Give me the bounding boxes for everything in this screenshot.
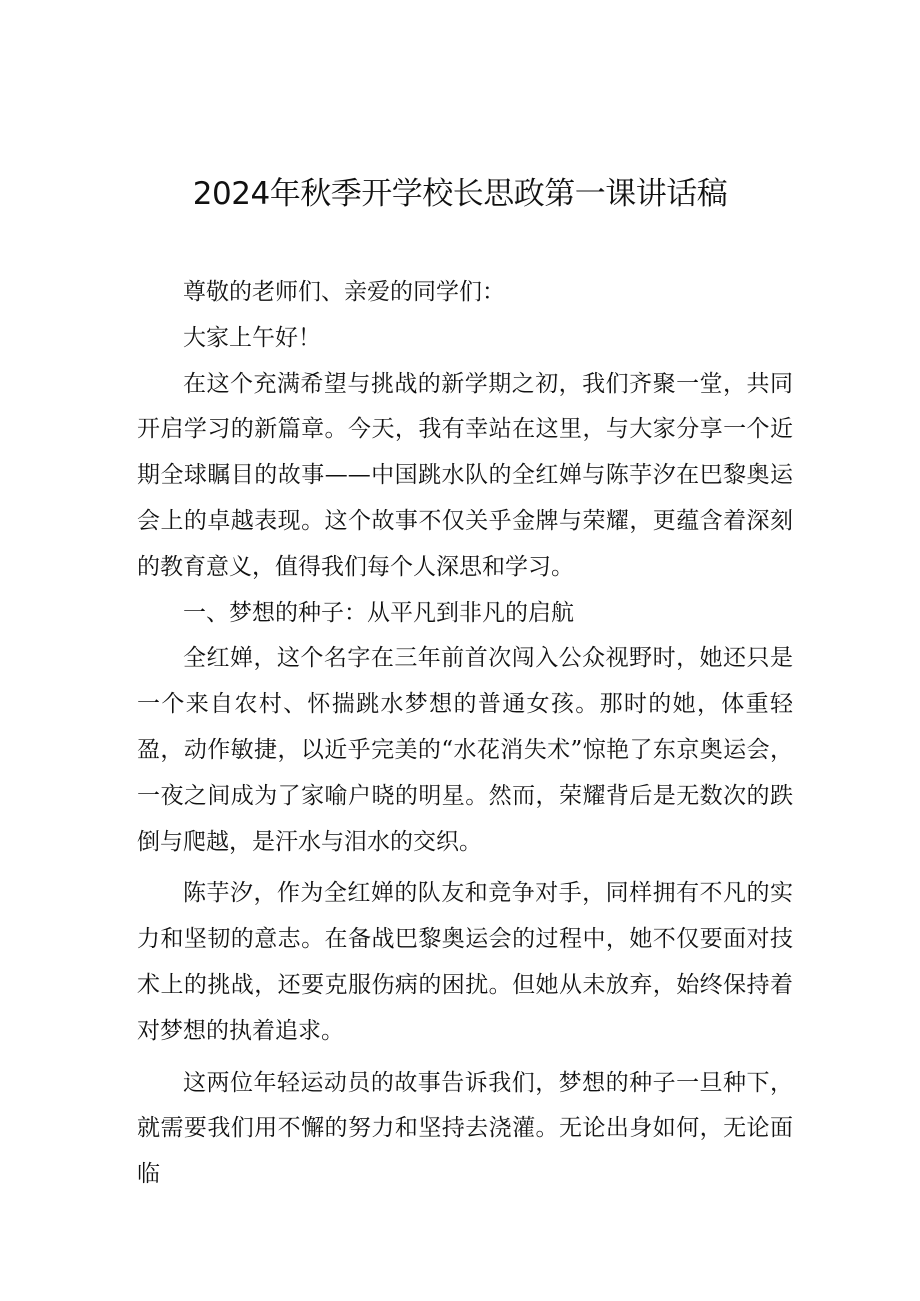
section-heading: 一、梦想的种子：从平凡到非凡的启航 xyxy=(183,599,574,626)
greeting: 大家上午好！ xyxy=(183,324,321,351)
paragraph-dream-seed: 这两位年轻运动员的故事告诉我们，梦想的种子一旦种下，就需要我们用不懈的努力和坚持去浇灌。无论出身如何，无论面临 xyxy=(137,1069,793,1188)
salutation: 尊敬的老师们、亲爱的同学们： xyxy=(183,279,505,305)
document-title: 2024年秋季开学校长思政第一课讲话稿 xyxy=(192,176,728,212)
intro-paragraph: 在这个充满希望与挑战的新学期之初，我们齐聚一堂，共同开启学习的新篇章。今天，我有幸站在这里，与大家分享一个近期全球瞩目的故事——中国跳水队的全红婵与陈芋汐在巴黎奥运会上的卓越表现。这个故事不仅关乎金牌与荣耀，更蕴含着深刻的教育意义，值得我们每个人深思和学习。 xyxy=(137,370,793,580)
paragraph-quan-hongchan: 全红婵，这个名字在三年前首次闯入公众视野时，她还只是一个来自农村、怀揣跳水梦想的普通女孩。那时的她，体重轻盈，动作敏捷，以近乎完美的“水花消失术”惊艳了东京奥运会，一夜之间成为了家喻户晓的明星。然而，荣耀背后是无数次的跌倒与爬越，是汗水与泪水的交织。 xyxy=(137,645,793,855)
document-body xyxy=(137,270,793,1198)
paragraph-chen-yuxi: 陈芋汐，作为全红婵的队友和竞争对手，同样拥有不凡的实力和坚韧的意志。在备战巴黎奥运会的过程中，她不仅要面对技术上的挑战，还要克服伤病的困扰。但她从未放弃，始终保持着对梦想的执着追求。 xyxy=(137,880,793,1044)
